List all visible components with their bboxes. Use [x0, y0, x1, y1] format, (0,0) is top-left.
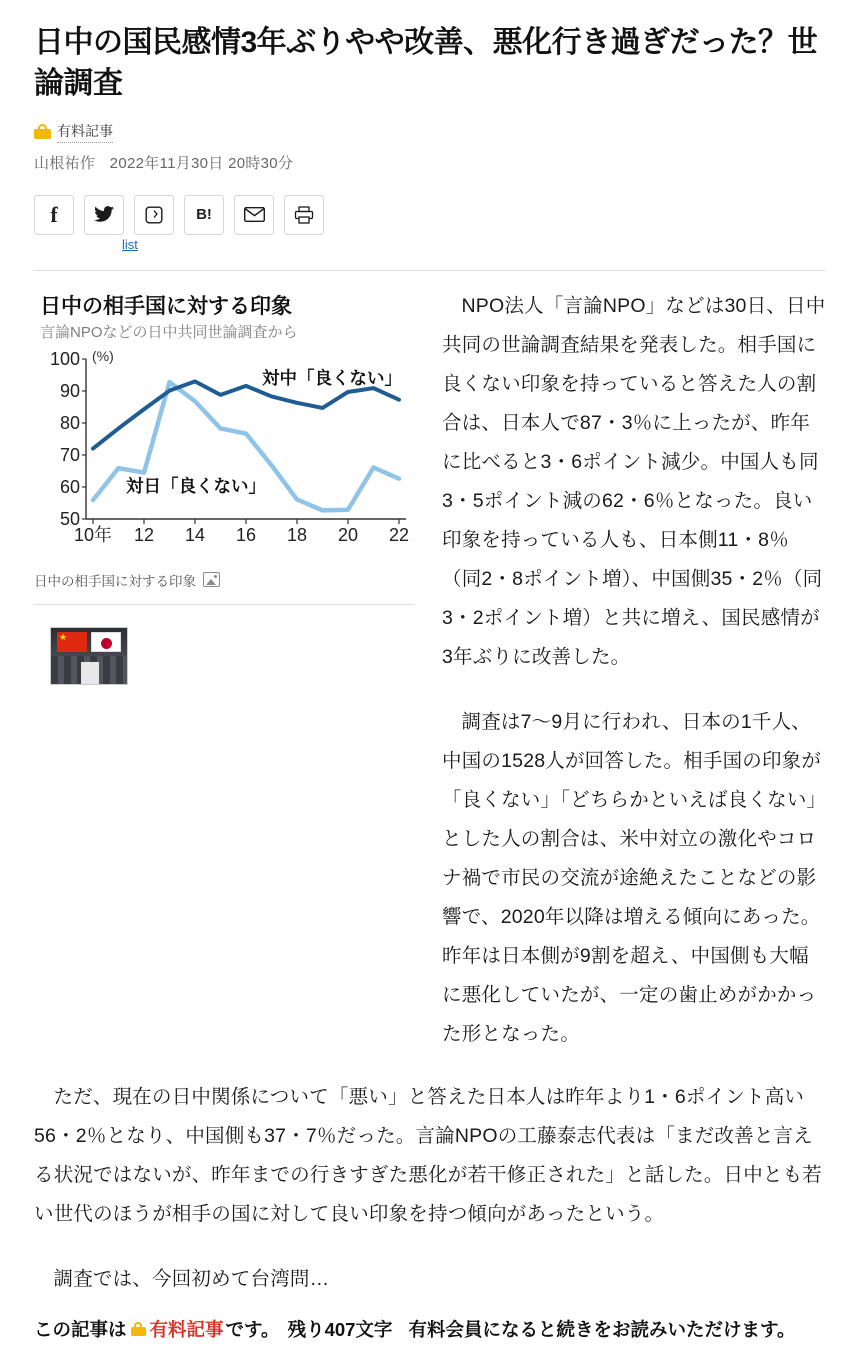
byline	[34, 152, 826, 173]
figure-caption	[34, 570, 414, 590]
share-line-button[interactable]	[134, 195, 174, 235]
body-text-column	[442, 287, 826, 1080]
svg-text:日中の相手国に対する印象: 日中の相手国に対する印象	[40, 294, 292, 318]
page-title: 日中の国民感情3年ぶりやや改善、悪化行き過ぎだった？世論調査	[34, 26, 818, 101]
svg-text:18: 18	[286, 524, 308, 545]
share-twitter-button[interactable]	[84, 195, 124, 235]
line-icon	[145, 206, 163, 224]
svg-text:16: 16	[235, 524, 257, 545]
japan-flag-icon	[91, 632, 121, 652]
body-paragraph-wrap: ただ、現在の日中関係について「悪い」と答えた日本人は昨年より1・6ポイント高い56・2％となり、中国側も37・7％だった。言論NPOの工藤泰志代表は「まだ改善と言える状況ではないが、昨年までの行きすぎた悪化が若干修正された」と話した。日中とも若い世代のほうが相手の国に対して良い印象を持つ傾向があったという。	[34, 1085, 823, 1225]
svg-text:20: 20	[337, 524, 359, 545]
paywall-notice	[34, 1316, 826, 1342]
caption-divider	[34, 604, 414, 605]
paid-article-badge	[34, 121, 826, 143]
list-link[interactable]: list	[122, 236, 138, 252]
share-mail-button[interactable]	[234, 195, 274, 235]
svg-text:60: 60	[59, 476, 80, 497]
svg-text:12: 12	[133, 524, 155, 545]
lock-icon	[34, 124, 51, 139]
svg-text:100: 100	[49, 348, 80, 369]
svg-text:言論NPOなどの日中共同世論調査から: 言論NPOなどの日中共同世論調査から	[40, 323, 298, 341]
share-buttons	[34, 195, 826, 235]
facebook-icon: f	[50, 201, 58, 227]
paywall-remaining: 残り407文字	[287, 1319, 393, 1340]
print-button[interactable]	[284, 195, 324, 235]
paywall-suffix: 有料会員になると続きをお読みいただけます。	[408, 1319, 796, 1340]
chart-figure[interactable]	[34, 287, 414, 562]
lock-icon	[131, 1322, 146, 1336]
twitter-icon	[94, 206, 114, 223]
printer-icon	[294, 206, 314, 224]
chart-svg	[34, 287, 414, 562]
thumbnail-image[interactable]	[50, 627, 128, 685]
china-flag-icon	[57, 632, 87, 652]
publish-timestamp: 2022年11月30日 20時30分	[109, 154, 294, 172]
body-text-full-width	[34, 1078, 826, 1299]
paywall-middle: です。	[225, 1319, 280, 1340]
mail-icon	[244, 207, 265, 222]
left-column	[34, 287, 414, 685]
share-hatena-button[interactable]	[184, 195, 224, 235]
svg-text:80: 80	[59, 412, 80, 433]
share-facebook-button[interactable]	[34, 195, 74, 235]
body-paragraph: NPO法人「言論NPO」などは30日、日中共同の世論調査結果を発表した。相手国に良くない印象を持っていると答えた人の割合は、日本人で87・3％に上ったが、昨年に比べると3・6ポイント減少。中国人も同3・5ポイント減の62・6％となった。良い印象を持っている人も、日本側11・8％（同2・8ポイント増）、中国側35・2％（同3・2ポイント増）と共に増え、国民感情が3年ぶりに改善した。	[442, 294, 826, 668]
body-paragraph: 調査は7〜9月に行われ、日本の1千人、中国の1528人が回答した。相手国の印象が「良くない」「どちらかといえば良くない」とした人の割合は、米中対立の激化やコロナ禍で市民の交流が途絶えたことなどの影響で、2020年以降は増える傾向にあった。昨年は日本側が9割を超え、中国側も大幅に悪化していたが、一定の歯止めがかかった形となった。	[442, 710, 822, 1045]
svg-text:50: 50	[59, 508, 80, 529]
paid-article-label: 有料記事	[57, 121, 113, 143]
figure-caption-text: 日中の相手国に対する印象	[34, 573, 196, 589]
paywall-badge: 有料記事	[149, 1319, 224, 1340]
svg-text:90: 90	[59, 380, 80, 401]
svg-text:22: 22	[388, 524, 410, 545]
svg-text:対日「良くない」: 対日「良くない」	[126, 475, 266, 496]
paywall-prefix: この記事は	[34, 1319, 127, 1340]
svg-text:対中「良くない」: 対中「良くない」	[262, 367, 402, 388]
article-content	[34, 287, 826, 1080]
header-divider	[34, 270, 826, 271]
body-paragraph-last: 調査では、今回初めて台湾問…	[53, 1267, 330, 1290]
svg-text:70: 70	[59, 444, 80, 465]
photo-icon[interactable]	[203, 572, 220, 587]
svg-text:(%): (%)	[92, 347, 114, 364]
svg-text:10年: 10年	[73, 524, 113, 545]
hatena-icon: B!	[196, 206, 212, 224]
author-name: 山根祐作	[34, 154, 96, 172]
svg-text:14: 14	[184, 524, 206, 545]
